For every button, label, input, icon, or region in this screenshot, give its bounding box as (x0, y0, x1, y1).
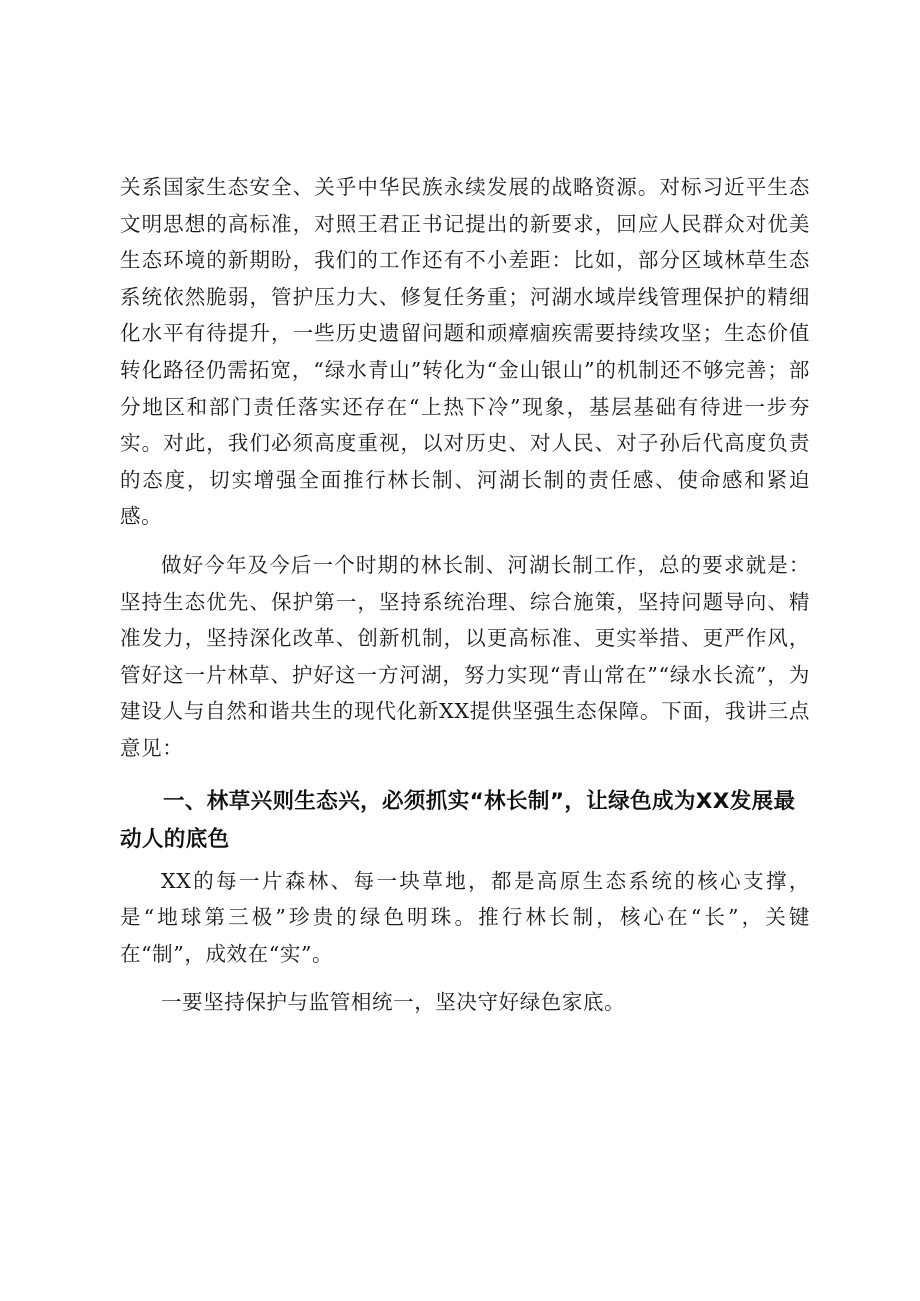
paragraph-forest-grassland: XX的每一片森林、每一块草地，都是高原生态系统的核心支撑，是“地球第三极”珍贵的绿色明珠。推行林长制，核心在“长”，关键在“制”，成效在“实”。 (120, 868, 810, 966)
paragraph-general-requirements: 做好今年及今后一个时期的林长制、河湖长制工作，总的要求就是：坚持生态优先、保护第一，坚持系统治理、综合施策，坚持问题导向、精准发力，坚持深化改革、创新机制，以更高标准、更实举措、更严作风，管好这一片林草、护好这一方河湖，努力实现“青山常在”“绿水长流”，为建设人与自然和谐共生的现代化新XX提供坚强生态保障。下面，我讲三点意见： (120, 552, 810, 760)
section-heading-1: 一、林草兴则生态兴，必须抓实“林长制”，让绿色成为XX发展最动人的底色 (120, 788, 796, 852)
paragraph-continued: 关系国家生态安全、关乎中华民族永续发展的战略资源。对标习近平生态文明思想的高标准，对照王君正书记提出的新要求，回应人民群众对优美生态环境的新期盼，我们的工作还有不小差距：比如，部分区域林草生态系统依然脆弱，管护压力大、修复任务重；河湖水域岸线管理保护的精细化水平有待提升，一些历史遗留问题和顽瘴痼疾需要持续攻坚；生态价值转化路径仍需拓宽，“绿水青山”转化为“金山银山”的机制还不够完善；部分地区和部门责任落实还存在“上热下冷”现象，基层基础有待进一步夯实。对此，我们必须高度重视，以对历史、对人民、对子孙后代高度负责的态度，切实增强全面推行林长制、河湖长制的责任感、使命感和紧迫感。 (120, 175, 810, 529)
paragraph-first-point: 一要坚持保护与监管相统一，坚决守好绿色家底。 (161, 990, 626, 1015)
document-body (120, 169, 810, 1021)
